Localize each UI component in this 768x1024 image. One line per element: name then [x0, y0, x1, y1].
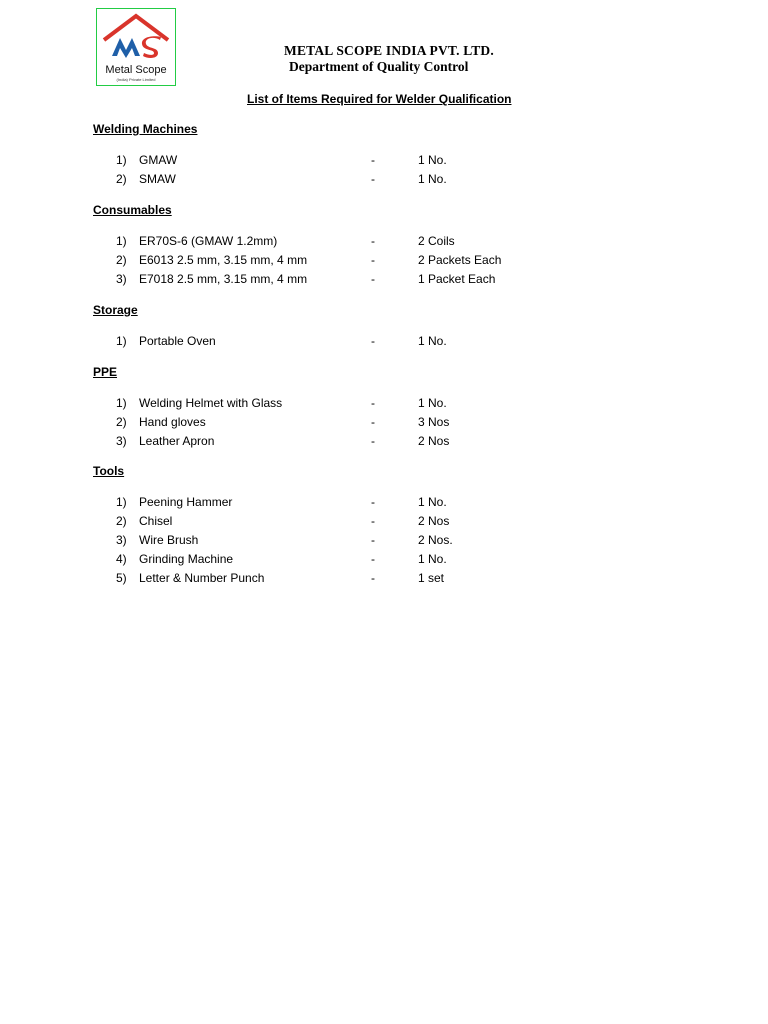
- item-number: 1): [116, 396, 127, 410]
- item-number: 2): [116, 415, 127, 429]
- item-quantity: 1 Packet Each: [418, 272, 496, 286]
- item-name: Hand gloves: [139, 415, 206, 429]
- item-name: SMAW: [139, 172, 176, 186]
- item-quantity: 2 Nos.: [418, 533, 453, 547]
- section-heading-ppe: PPE: [93, 365, 118, 379]
- section-heading-welding-machines: Welding Machines: [93, 122, 198, 136]
- item-quantity: 2 Nos: [418, 514, 450, 528]
- item-name: Welding Helmet with Glass: [139, 396, 283, 410]
- company-logo: [96, 8, 176, 86]
- list-item: [0, 415, 768, 433]
- metal-scope-logo-icon: [100, 12, 172, 64]
- document-title: List of Items Required for Welder Qualification: [247, 92, 512, 106]
- list-item: [0, 552, 768, 570]
- section-heading-consumables: Consumables: [93, 203, 172, 217]
- list-item: [0, 571, 768, 589]
- section-heading-tools: Tools: [93, 464, 125, 478]
- item-number: 2): [116, 172, 127, 186]
- list-item: [0, 514, 768, 532]
- item-number: 1): [116, 153, 127, 167]
- section-heading-storage: Storage: [93, 303, 138, 317]
- item-number: 3): [116, 272, 127, 286]
- item-quantity: 1 No.: [418, 334, 447, 348]
- item-separator: -: [371, 571, 375, 585]
- item-separator: -: [371, 514, 375, 528]
- item-separator: -: [371, 272, 375, 286]
- item-number: 3): [116, 434, 127, 448]
- item-quantity: 1 No.: [418, 396, 447, 410]
- list-item: [0, 272, 768, 290]
- item-name: ER70S-6 (GMAW 1.2mm): [139, 234, 278, 248]
- item-separator: -: [371, 172, 375, 186]
- item-quantity: 2 Coils: [418, 234, 455, 248]
- item-number: 1): [116, 234, 127, 248]
- item-number: 5): [116, 571, 127, 585]
- item-quantity: 1 No.: [418, 552, 447, 566]
- item-name: Grinding Machine: [139, 552, 234, 566]
- item-name: GMAW: [139, 153, 178, 167]
- item-number: 4): [116, 552, 127, 566]
- item-name: Leather Apron: [139, 434, 215, 448]
- item-quantity: 1 No.: [418, 172, 447, 186]
- list-item: [0, 153, 768, 171]
- department-name: Department of Quality Control: [289, 59, 469, 74]
- item-number: 2): [116, 253, 127, 267]
- list-item: [0, 396, 768, 414]
- list-item: [0, 533, 768, 551]
- item-name: Peening Hammer: [139, 495, 233, 509]
- item-separator: -: [371, 552, 375, 566]
- item-separator: -: [371, 396, 375, 410]
- logo-caption: Metal Scope: [105, 64, 167, 76]
- logo-subcaption: (India) Private Limited: [116, 77, 156, 82]
- list-item: [0, 172, 768, 190]
- item-separator: -: [371, 253, 375, 267]
- item-name: Chisel: [139, 514, 173, 528]
- item-number: 1): [116, 495, 127, 509]
- item-quantity: 1 No.: [418, 153, 447, 167]
- item-separator: -: [371, 234, 375, 248]
- item-quantity: 1 No.: [418, 495, 447, 509]
- item-separator: -: [371, 495, 375, 509]
- item-number: 3): [116, 533, 127, 547]
- item-name: Letter & Number Punch: [139, 571, 265, 585]
- item-separator: -: [371, 533, 375, 547]
- item-quantity: 3 Nos: [418, 415, 450, 429]
- item-name: E6013 2.5 mm, 3.15 mm, 4 mm: [139, 253, 308, 267]
- item-separator: -: [371, 434, 375, 448]
- list-item: [0, 334, 768, 352]
- list-item: [0, 253, 768, 271]
- item-number: 1): [116, 334, 127, 348]
- company-name: METAL SCOPE INDIA PVT. LTD.: [284, 43, 494, 58]
- list-item: [0, 234, 768, 252]
- item-name: Wire Brush: [139, 533, 199, 547]
- item-quantity: 1 set: [418, 571, 445, 585]
- item-number: 2): [116, 514, 127, 528]
- item-separator: -: [371, 415, 375, 429]
- list-item: [0, 434, 768, 452]
- item-separator: -: [371, 334, 375, 348]
- item-quantity: 2 Nos: [418, 434, 450, 448]
- item-quantity: 2 Packets Each: [418, 253, 502, 267]
- item-separator: -: [371, 153, 375, 167]
- item-name: E7018 2.5 mm, 3.15 mm, 4 mm: [139, 272, 308, 286]
- list-item: [0, 495, 768, 513]
- item-name: Portable Oven: [139, 334, 216, 348]
